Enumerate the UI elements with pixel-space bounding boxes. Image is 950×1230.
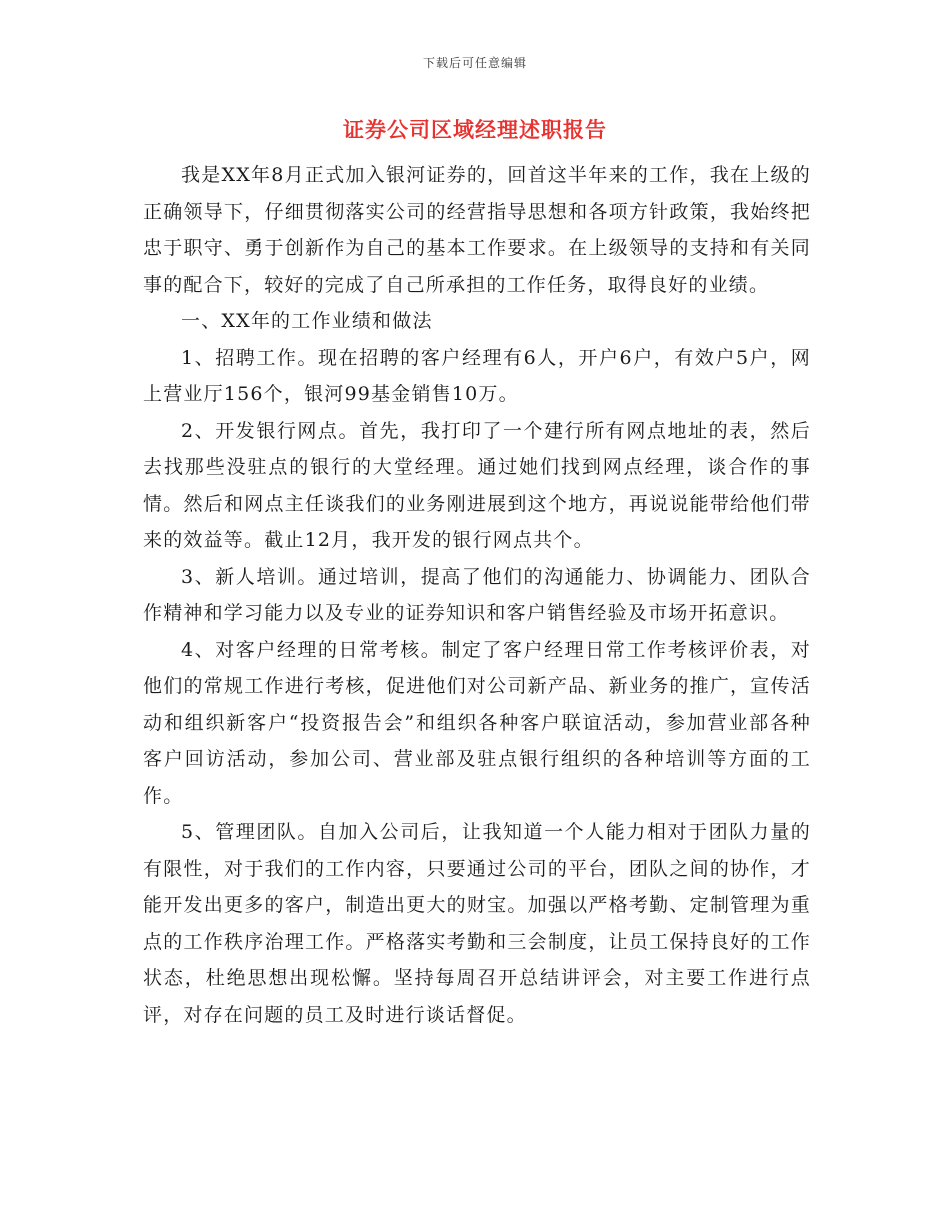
paragraph-team-management: 5、管理团队。自加入公司后，让我知道一个人能力相对于团队力量的有限性，对于我们的工作内容，只要通过公司的平台，团队之间的协作，才能开发出更多的客户，制造出更大的财宝。加强以严格考勤、定制管理为重点的工作秩序治理工作。严格落实考勤和三会制度，让员工保持良好的工作状态，杜绝思想出现松懈。坚持每周召开总结讲评会，对主要工作进行点评，对存在问题的员工及时进行谈话督促。 [143, 821, 811, 1026]
paragraph-intro: 我是XX年8月正式加入银河证券的，回首这半年来的工作，我在上级的正确领导下，仔细贯彻落实公司的经营指导思想和各项方针政策，我始终把忠于职守、勇于创新作为自己的基本工作要求。在上级领导的支持和有关同事的配合下，较好的完成了自己所承担的工作任务，取得良好的业绩。 [143, 164, 811, 296]
header-note: 下载后可任意编辑 [422, 56, 527, 70]
section-heading: 一、XX年的工作业绩和做法 [181, 310, 433, 332]
paragraph-bank-outlets: 2、开发银行网点。首先，我打印了一个建行所有网点地址的表，然后去找那些没驻点的银行的大堂经理。通过她们找到网点经理，谈合作的事情。然后和网点主任谈我们的业务刚进展到这个地方，再说说能带给他们带来的效益等。截止12月，我开发的银行网点共个。 [143, 419, 811, 551]
paragraph-training: 3、新人培训。通过培训，提高了他们的沟通能力、协调能力、团队合作精神和学习能力以及专业的证券知识和客户销售经验及市场开拓意识。 [143, 565, 811, 624]
paragraph-recruitment: 1、招聘工作。现在招聘的客户经理有6人，开户6户，有效户5户，网上营业厅156个，银河99基金销售10万。 [143, 346, 811, 405]
document-body [143, 157, 811, 1033]
paragraph-assessment: 4、对客户经理的日常考核。制定了客户经理日常工作考核评价表，对他们的常规工作进行考核，促进他们对公司新产品、新业务的推广，宣传活动和组织新客户“投资报告会”和组织各种客户联谊活动，参加营业部各种客户回访活动，参加公司、营业部及驻点银行组织的各种培训等方面的工作。 [143, 638, 811, 807]
document-title: 证券公司区域经理述职报告 [343, 117, 607, 142]
